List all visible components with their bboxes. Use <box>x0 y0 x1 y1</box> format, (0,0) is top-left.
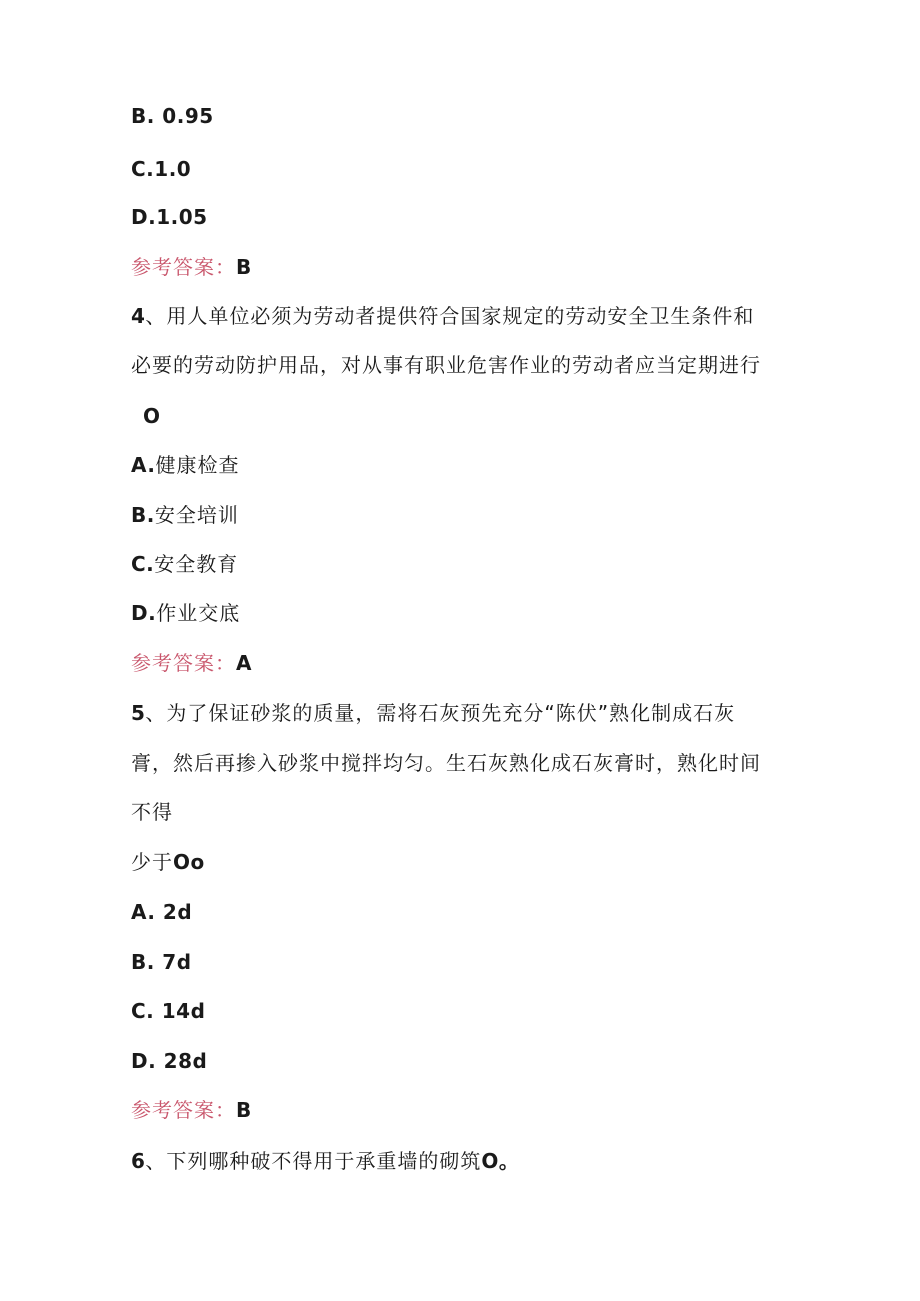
question-number: 4 <box>131 304 146 328</box>
q4-option-c <box>131 552 238 576</box>
question-text: 少于 <box>131 850 173 874</box>
answer-label: 参考答案： <box>131 651 236 675</box>
option-letter: B. <box>131 503 155 527</box>
question-5-line-1 <box>131 701 735 725</box>
question-4-line-3: O <box>143 404 161 428</box>
q5-option-c: C. 14d <box>131 999 206 1023</box>
question-4-line-1 <box>131 304 754 328</box>
option-b: B. 0.95 <box>131 104 214 128</box>
question-number: 5 <box>131 701 146 725</box>
question-5-line-3: 不得 <box>131 800 173 824</box>
answer-value: B <box>236 255 253 279</box>
question-number: 6 <box>131 1149 146 1173</box>
option-c: C.1.0 <box>131 157 192 181</box>
option-text: 安全培训 <box>154 503 239 527</box>
question-tail: O。 <box>481 1149 520 1173</box>
answer-value: A <box>236 651 253 675</box>
option-letter: C. <box>131 552 155 576</box>
option-letter: A. <box>131 453 156 477</box>
option-d: D.1.05 <box>131 205 208 229</box>
q5-option-a: A. 2d <box>131 900 193 924</box>
question-5-line-2: 膏，然后再掺入砂浆中搅拌均匀。生石灰熟化成石灰膏时，熟化时间 <box>131 751 761 775</box>
question-5-line-4 <box>131 850 205 874</box>
answer-line <box>131 255 252 279</box>
question-text: 、下列哪种破不得用于承重墙的砌筑 <box>145 1149 482 1173</box>
question-text: 、用人单位必须为劳动者提供符合国家规定的劳动安全卫生条件和 <box>145 304 755 328</box>
question-6-line-1 <box>131 1149 519 1173</box>
q5-option-b: B. 7d <box>131 950 192 974</box>
question-tail: Oo <box>173 850 205 874</box>
answer-label: 参考答案： <box>131 255 236 279</box>
q5-option-d: D. 28d <box>131 1049 208 1073</box>
question-4-line-2: 必要的劳动防护用品，对从事有职业危害作业的劳动者应当定期进行 <box>131 353 761 377</box>
answer-value: B <box>236 1098 253 1122</box>
answer-line <box>131 1098 252 1122</box>
q4-option-d <box>131 601 240 625</box>
answer-label: 参考答案： <box>131 1098 236 1122</box>
q4-option-b <box>131 503 239 527</box>
option-text: 健康检查 <box>155 453 240 477</box>
option-text: 安全教育 <box>154 552 239 576</box>
option-text: 作业交底 <box>156 601 241 625</box>
q4-option-a <box>131 453 239 477</box>
question-text: 、为了保证砂浆的质量，需将石灰预先充分“陈伏”熟化制成石灰 <box>145 701 736 725</box>
answer-line <box>131 651 252 675</box>
option-letter: D. <box>131 601 157 625</box>
